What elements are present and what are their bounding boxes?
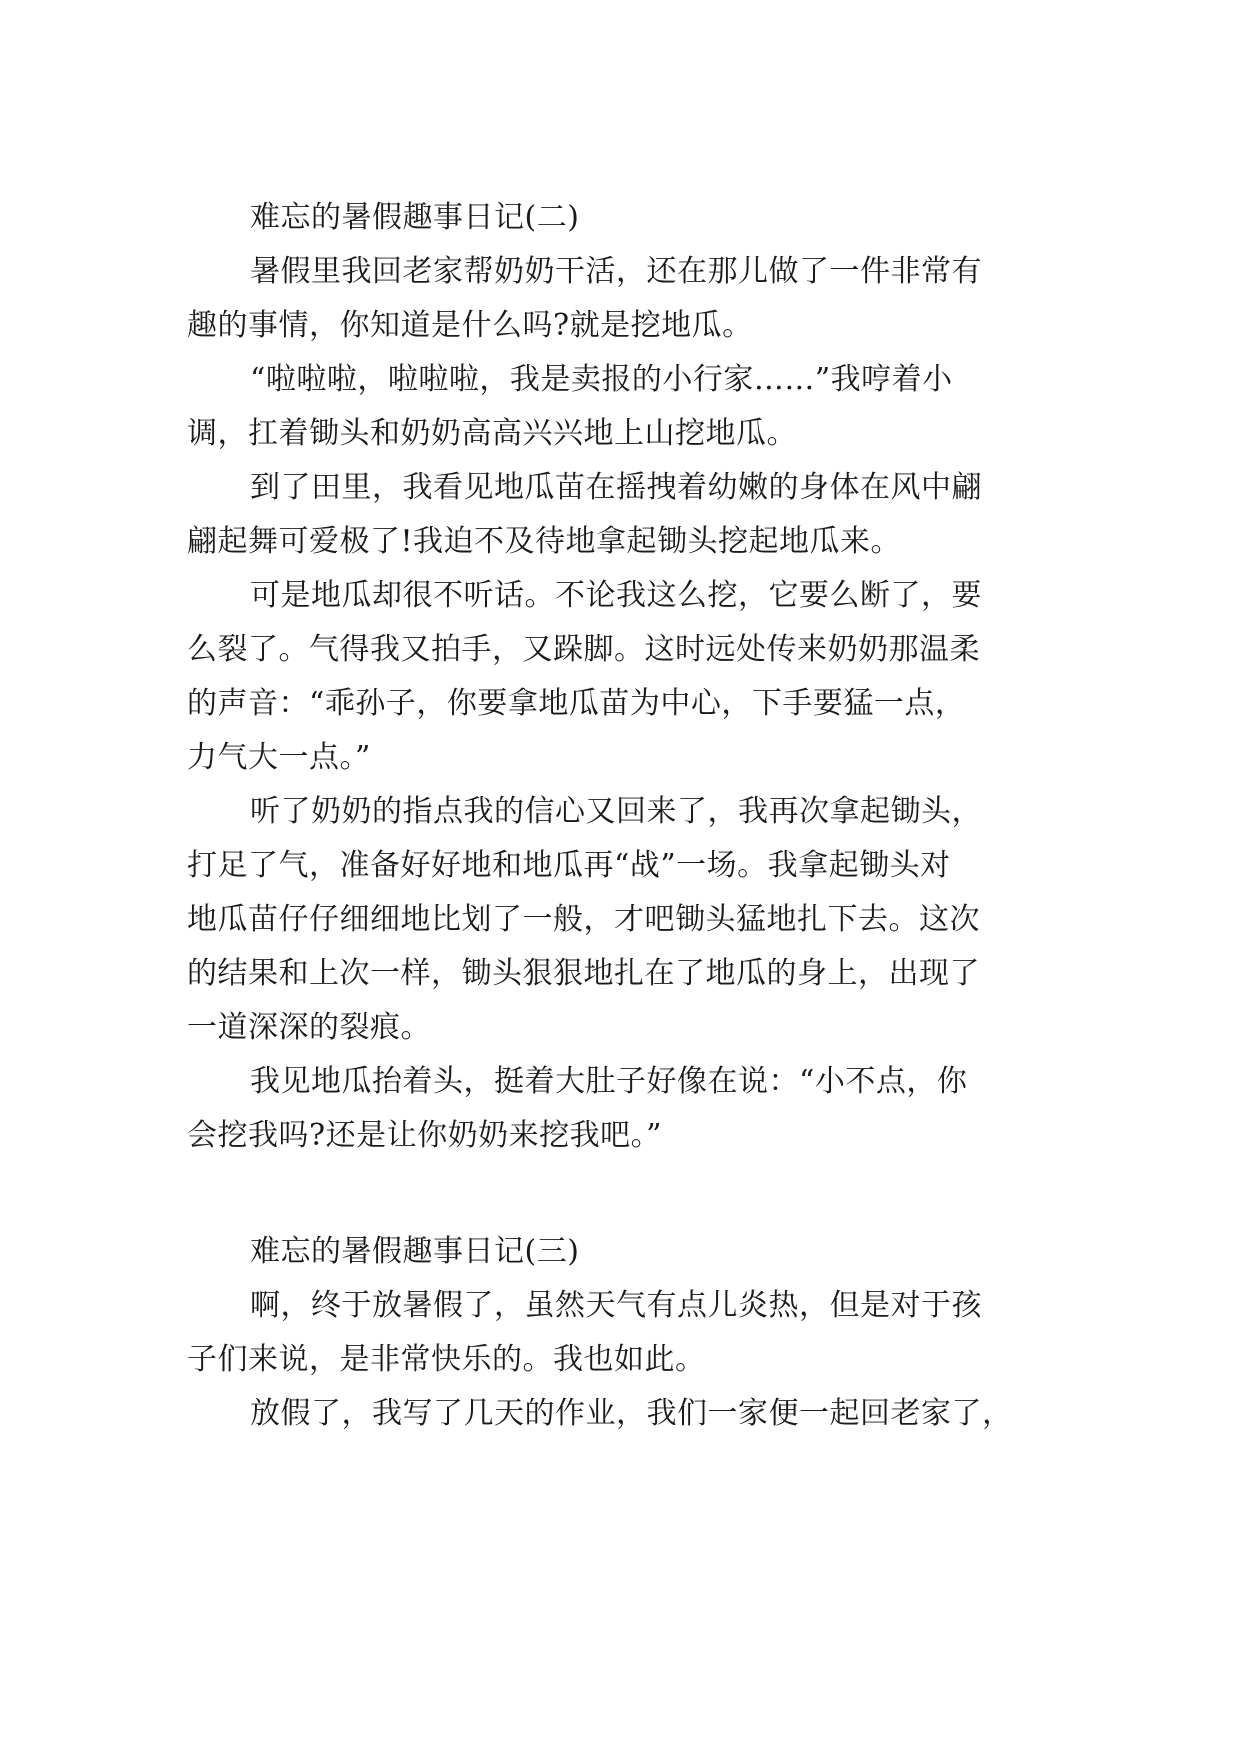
section-title: 难忘的暑假趣事日记(三) [250,1234,580,1269]
paragraph-line: 的声音：“乖孙子，你要拿地瓜苗为中心，下手要猛一点， [187,686,966,721]
paragraph-line: 打足了气，准备好好地和地瓜再“战”一场。我拿起锄头对 [187,848,951,883]
paragraph-line: 暑假里我回老家帮奶奶干活，还在那儿做了一件非常有 [250,254,982,289]
paragraph-line: 地瓜苗仔仔细细地比划了一般，才吧锄头猛地扎下去。这次 [187,902,980,937]
paragraph-line: 子们来说，是非常快乐的。我也如此。 [187,1342,706,1377]
paragraph-line: 趣的事情，你知道是什么吗?就是挖地瓜。 [187,308,753,343]
paragraph-line: “啦啦啦，啦啦啦，我是卖报的小行家……”我哼着小 [250,362,953,397]
paragraph-line: 啊，终于放暑假了，虽然天气有点儿炎热，但是对于孩 [250,1288,982,1323]
paragraph-line: 力气大一点。” [187,740,371,775]
paragraph-line: 调，扛着锄头和奶奶高高兴兴地上山挖地瓜。 [187,416,797,451]
paragraph-line: 到了田里，我看见地瓜苗在摇拽着幼嫩的身体在风中翩 [250,470,982,505]
paragraph-line: 我见地瓜抬着头，挺着大肚子好像在说：“小不点，你 [250,1064,968,1099]
paragraph-line: 翩起舞可爱极了!我迫不及待地拿起锄头挖起地瓜来。 [187,524,902,559]
paragraph-line: 听了奶奶的指点我的信心又回来了，我再次拿起锄头， [250,794,982,829]
paragraph-line: 可是地瓜却很不听话。不论我这么挖，它要么断了，要 [250,578,982,613]
paragraph-line: 么裂了。气得我又拍手，又跺脚。这时远处传来奶奶那温柔 [187,632,980,667]
paragraph-line: 会挖我吗?还是让你奶奶来挖我吧。” [187,1118,662,1153]
section-title: 难忘的暑假趣事日记(二) [250,200,580,235]
paragraph-line: 一道深深的裂痕。 [187,1010,431,1045]
paragraph-line: 放假了，我写了几天的作业，我们一家便一起回老家了， [250,1396,1013,1431]
paragraph-line: 的结果和上次一样，锄头狠狠地扎在了地瓜的身上，出现了 [187,956,980,991]
